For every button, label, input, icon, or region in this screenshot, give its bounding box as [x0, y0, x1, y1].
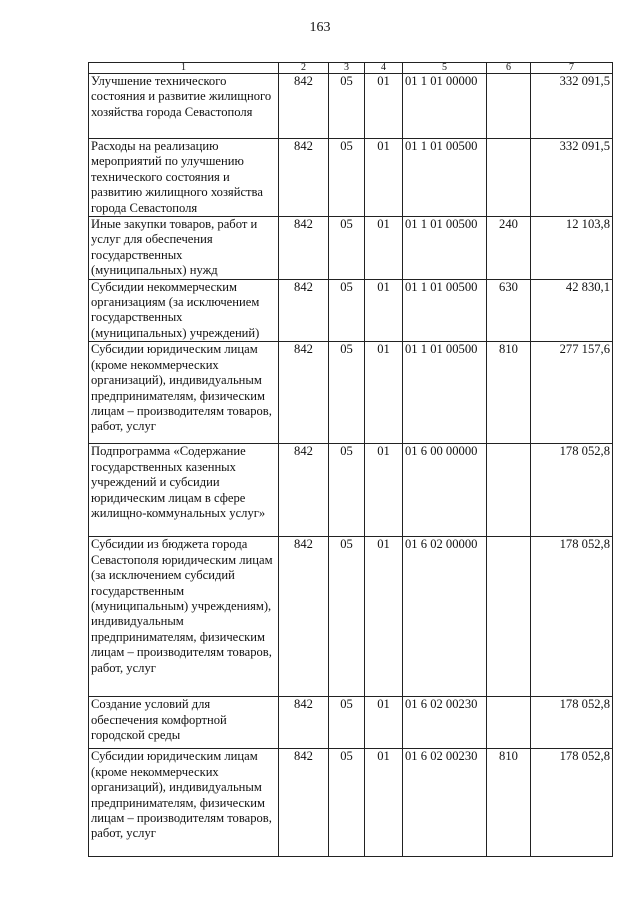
table-row: [89, 217, 613, 280]
row-expense-type: [487, 74, 531, 139]
row-dept-code: 842: [279, 139, 329, 217]
row-name: Подпрограмма «Содержание государственных казенных учреждений и субсидии юридическим лицам в сфере жилищно-коммунальных услуг»: [89, 444, 279, 537]
row-dept-code: 842: [279, 217, 329, 280]
row-name: Расходы на реализацию мероприятий по улучшению технического состояния и развитию жилищного хозяйства города Севастополя: [89, 139, 279, 217]
table-row: [89, 279, 613, 342]
row-section: 05: [329, 279, 365, 342]
row-section: 05: [329, 139, 365, 217]
row-target-article: 01 6 00 00000: [403, 444, 487, 537]
row-dept-code: 842: [279, 279, 329, 342]
row-target-article: 01 6 02 00230: [403, 697, 487, 749]
row-target-article: 01 1 01 00500: [403, 342, 487, 444]
row-dept-code: 842: [279, 342, 329, 444]
row-amount: 42 830,1: [531, 279, 613, 342]
row-dept-code: 842: [279, 537, 329, 697]
row-target-article: 01 1 01 00000: [403, 74, 487, 139]
table-row: [89, 342, 613, 444]
row-section: 05: [329, 444, 365, 537]
column-header: 7: [531, 63, 613, 74]
row-dept-code: 842: [279, 444, 329, 537]
column-header: 5: [403, 63, 487, 74]
row-amount: 178 052,8: [531, 749, 613, 857]
row-target-article: 01 6 02 00000: [403, 537, 487, 697]
row-amount: 12 103,8: [531, 217, 613, 280]
row-target-article: 01 6 02 00230: [403, 749, 487, 857]
row-amount: 277 157,6: [531, 342, 613, 444]
row-dept-code: 842: [279, 697, 329, 749]
row-target-article: 01 1 01 00500: [403, 279, 487, 342]
row-expense-type: [487, 537, 531, 697]
row-subsection: 01: [365, 279, 403, 342]
row-dept-code: 842: [279, 749, 329, 857]
table-row: [89, 697, 613, 749]
row-section: 05: [329, 217, 365, 280]
row-dept-code: 842: [279, 74, 329, 139]
row-amount: 332 091,5: [531, 139, 613, 217]
row-expense-type: 810: [487, 342, 531, 444]
row-section: 05: [329, 697, 365, 749]
row-section: 05: [329, 74, 365, 139]
row-subsection: 01: [365, 444, 403, 537]
row-name: Субсидии юридическим лицам (кроме некоммерческих организаций), индивидуальным предпринимателям, физическим лицам – производителям товаров, работ, услуг: [89, 342, 279, 444]
table-row: [89, 749, 613, 857]
row-section: 05: [329, 342, 365, 444]
row-expense-type: [487, 697, 531, 749]
row-amount: 178 052,8: [531, 444, 613, 537]
row-expense-type: 240: [487, 217, 531, 280]
budget-table: [88, 62, 613, 857]
row-subsection: 01: [365, 697, 403, 749]
column-header: 6: [487, 63, 531, 74]
page-number: 163: [309, 20, 331, 35]
row-expense-type: [487, 444, 531, 537]
row-name: Субсидии юридическим лицам (кроме некоммерческих организаций), индивидуальным предпринимателям, физическим лицам – производителям товаров, работ, услуг: [89, 749, 279, 857]
table-row: [89, 139, 613, 217]
row-target-article: 01 1 01 00500: [403, 139, 487, 217]
column-header: 4: [365, 63, 403, 74]
table-row: [89, 537, 613, 697]
table-row: [89, 74, 613, 139]
row-amount: 332 091,5: [531, 74, 613, 139]
row-expense-type: 630: [487, 279, 531, 342]
row-section: 05: [329, 749, 365, 857]
table-row: [89, 444, 613, 537]
row-expense-type: 810: [487, 749, 531, 857]
row-subsection: 01: [365, 74, 403, 139]
column-header: 3: [329, 63, 365, 74]
row-subsection: 01: [365, 537, 403, 697]
row-subsection: 01: [365, 139, 403, 217]
row-name: Субсидии из бюджета города Севастополя юридическим лицам (за исключением субсидий государственным (муниципальным) учреждениям), индивидуальным предпринимателям, физическим лицам – производителям товаров, работ, услуг: [89, 537, 279, 697]
column-header: 1: [89, 63, 279, 74]
row-subsection: 01: [365, 749, 403, 857]
row-name: Создание условий для обеспечения комфортной городской среды: [89, 697, 279, 749]
row-section: 05: [329, 537, 365, 697]
row-name: Субсидии некоммерческим организациям (за исключением государственных (муниципальных) учреждений): [89, 279, 279, 342]
row-expense-type: [487, 139, 531, 217]
row-name: Иные закупки товаров, работ и услуг для обеспечения государственных (муниципальных) нужд: [89, 217, 279, 280]
row-amount: 178 052,8: [531, 697, 613, 749]
row-target-article: 01 1 01 00500: [403, 217, 487, 280]
row-subsection: 01: [365, 342, 403, 444]
row-subsection: 01: [365, 217, 403, 280]
row-amount: 178 052,8: [531, 537, 613, 697]
column-header: 2: [279, 63, 329, 74]
column-number-row: [89, 63, 613, 74]
row-name: Улучшение технического состояния и развитие жилищного хозяйства города Севастополя: [89, 74, 279, 139]
